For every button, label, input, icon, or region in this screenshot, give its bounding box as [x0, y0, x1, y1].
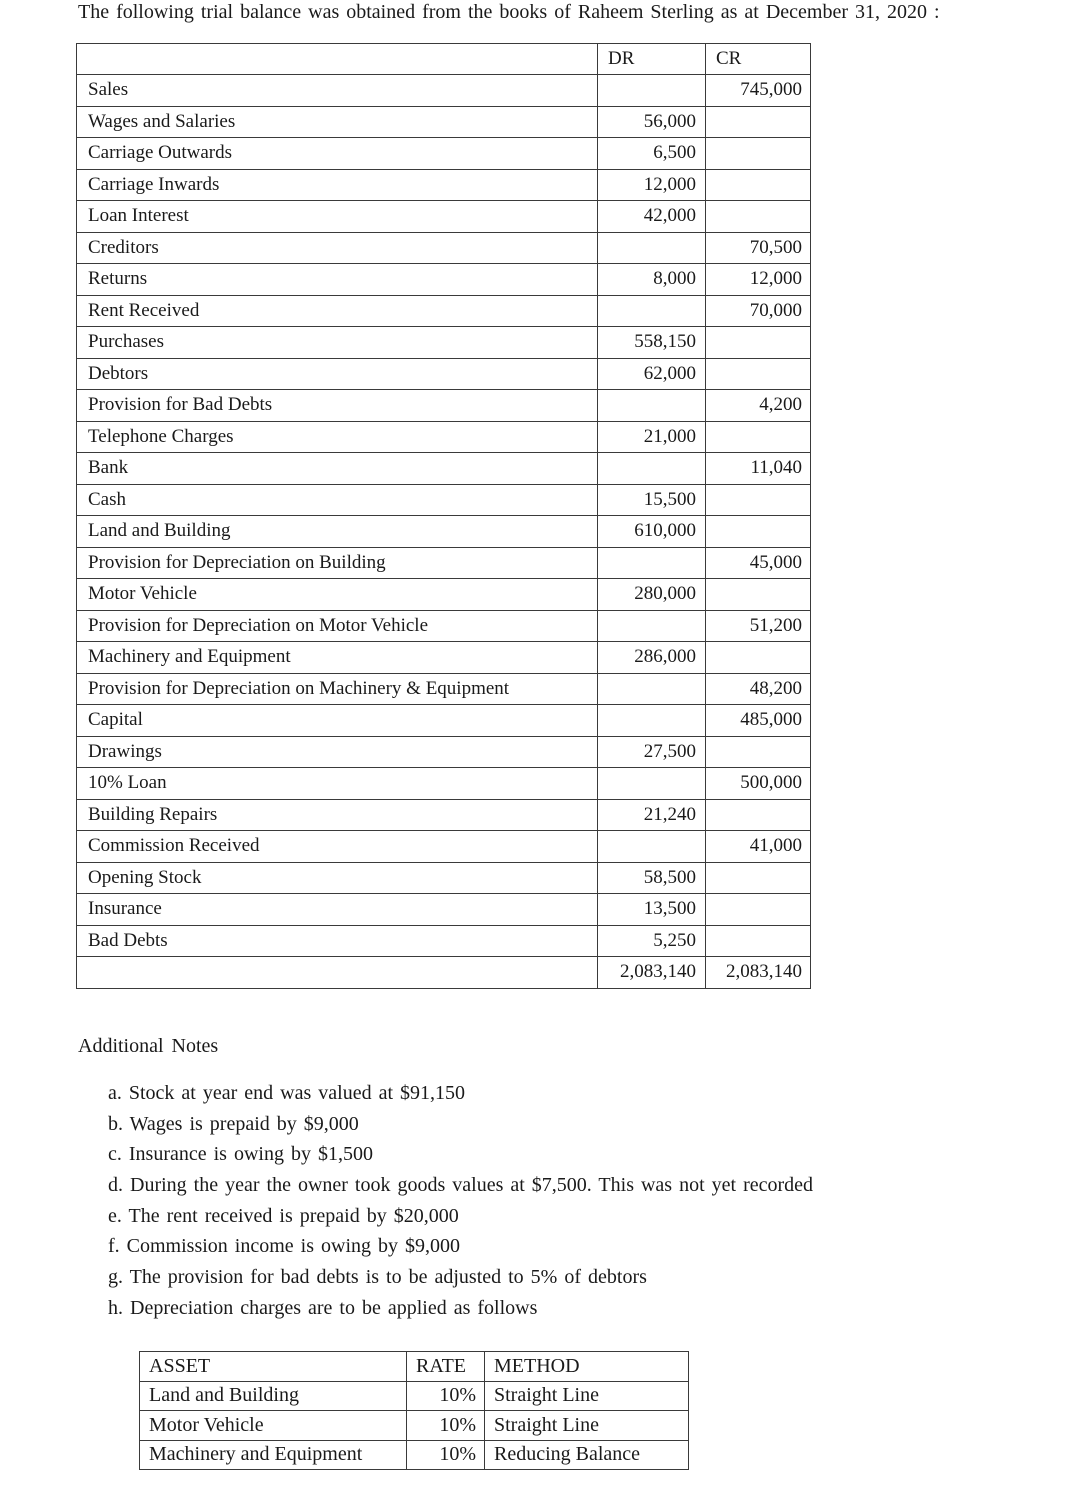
debit-amount: 56,000 — [598, 106, 706, 138]
table-row — [77, 295, 811, 327]
account-name: Provision for Depreciation on Machinery & Equipment — [77, 673, 598, 705]
asset-name: Motor Vehicle — [140, 1411, 407, 1441]
credit-amount — [706, 169, 811, 201]
debit-amount — [598, 232, 706, 264]
intro-text: The following trial balance was obtained from the books of Raheem Sterling as at December 31, 2020 : — [78, 1, 940, 23]
account-name: Telephone Charges — [77, 421, 598, 453]
credit-amount: 485,000 — [706, 705, 811, 737]
table-row — [77, 421, 811, 453]
debit-total: 2,083,140 — [598, 957, 706, 989]
depreciation-table — [139, 1351, 689, 1470]
account-name: Rent Received — [77, 295, 598, 327]
depreciation-method: Straight Line — [485, 1381, 689, 1411]
account-name: Bank — [77, 453, 598, 485]
account-name: Provision for Depreciation on Building — [77, 547, 598, 579]
credit-amount — [706, 862, 811, 894]
debit-amount: 610,000 — [598, 516, 706, 548]
credit-amount: 12,000 — [706, 264, 811, 296]
account-name: Commission Received — [77, 831, 598, 863]
credit-amount: 745,000 — [706, 75, 811, 107]
debit-amount — [598, 705, 706, 737]
debit-amount — [598, 673, 706, 705]
credit-amount — [706, 484, 811, 516]
table-row — [77, 705, 811, 737]
account-name: Motor Vehicle — [77, 579, 598, 611]
table-row — [77, 547, 811, 579]
depreciation-method: Straight Line — [485, 1411, 689, 1441]
credit-total: 2,083,140 — [706, 957, 811, 989]
credit-amount: 70,000 — [706, 295, 811, 327]
credit-amount — [706, 358, 811, 390]
table-row — [77, 453, 811, 485]
debit-amount: 558,150 — [598, 327, 706, 359]
note-item: b. Wages is prepaid by $9,000 — [108, 1112, 359, 1135]
account-name: Machinery and Equipment — [77, 642, 598, 674]
account-name: Sales — [77, 75, 598, 107]
table-row — [77, 925, 811, 957]
notes-list — [108, 1078, 813, 1324]
credit-amount: 41,000 — [706, 831, 811, 863]
credit-amount — [706, 106, 811, 138]
table-row — [77, 894, 811, 926]
asset-header: ASSET — [140, 1352, 407, 1382]
table-row — [77, 768, 811, 800]
debit-amount — [598, 453, 706, 485]
note-item: g. The provision for bad debts is to be adjusted to 5% of debtors — [108, 1266, 647, 1289]
depreciation-header-row — [140, 1352, 689, 1382]
table-row — [140, 1440, 689, 1470]
note-item: c. Insurance is owing by $1,500 — [108, 1143, 373, 1166]
credit-amount — [706, 201, 811, 233]
debit-amount — [598, 768, 706, 800]
debit-amount: 15,500 — [598, 484, 706, 516]
asset-name: Land and Building — [140, 1381, 407, 1411]
account-name: Carriage Outwards — [77, 138, 598, 170]
account-name: Purchases — [77, 327, 598, 359]
credit-amount — [706, 642, 811, 674]
debit-amount — [598, 295, 706, 327]
notes-title: Additional Notes — [78, 1035, 219, 1057]
depreciation-rate: 10% — [407, 1381, 485, 1411]
depreciation-method: Reducing Balance — [485, 1440, 689, 1470]
dr-header: DR — [598, 44, 706, 75]
totals-row — [77, 957, 811, 989]
table-row — [77, 390, 811, 422]
debit-amount: 6,500 — [598, 138, 706, 170]
account-name: Loan Interest — [77, 201, 598, 233]
method-header: METHOD — [485, 1352, 689, 1382]
note-item: d. During the year the owner took goods values at $7,500. This was not yet recorded — [108, 1174, 814, 1197]
account-name: Carriage Inwards — [77, 169, 598, 201]
account-name: 10% Loan — [77, 768, 598, 800]
debit-amount: 62,000 — [598, 358, 706, 390]
account-header — [77, 44, 598, 75]
credit-amount: 70,500 — [706, 232, 811, 264]
credit-amount: 48,200 — [706, 673, 811, 705]
trial-balance-table — [76, 43, 811, 989]
table-row — [77, 201, 811, 233]
debit-amount: 21,240 — [598, 799, 706, 831]
table-row — [77, 831, 811, 863]
table-row — [77, 169, 811, 201]
table-row — [77, 642, 811, 674]
debit-amount — [598, 547, 706, 579]
account-name: Drawings — [77, 736, 598, 768]
credit-amount — [706, 421, 811, 453]
table-row — [77, 579, 811, 611]
account-name: Insurance — [77, 894, 598, 926]
account-name: Opening Stock — [77, 862, 598, 894]
debit-amount: 27,500 — [598, 736, 706, 768]
credit-amount: 45,000 — [706, 547, 811, 579]
debit-amount: 42,000 — [598, 201, 706, 233]
debit-amount — [598, 75, 706, 107]
debit-amount: 8,000 — [598, 264, 706, 296]
account-name: Capital — [77, 705, 598, 737]
debit-amount: 13,500 — [598, 894, 706, 926]
table-row — [77, 516, 811, 548]
credit-amount: 51,200 — [706, 610, 811, 642]
credit-amount — [706, 516, 811, 548]
debit-amount — [598, 610, 706, 642]
rate-header: RATE — [407, 1352, 485, 1382]
debit-amount: 280,000 — [598, 579, 706, 611]
debit-amount: 12,000 — [598, 169, 706, 201]
cr-header: CR — [706, 44, 811, 75]
account-name: Building Repairs — [77, 799, 598, 831]
depreciation-rate: 10% — [407, 1440, 485, 1470]
table-row — [77, 327, 811, 359]
asset-name: Machinery and Equipment — [140, 1440, 407, 1470]
debit-amount: 21,000 — [598, 421, 706, 453]
debit-amount: 286,000 — [598, 642, 706, 674]
account-name: Bad Debts — [77, 925, 598, 957]
debit-amount: 5,250 — [598, 925, 706, 957]
account-name: Provision for Bad Debts — [77, 390, 598, 422]
credit-amount — [706, 894, 811, 926]
account-name: Land and Building — [77, 516, 598, 548]
note-item: e. The rent received is prepaid by $20,000 — [108, 1204, 459, 1227]
credit-amount: 11,040 — [706, 453, 811, 485]
debit-amount — [598, 831, 706, 863]
debit-amount — [598, 390, 706, 422]
credit-amount — [706, 327, 811, 359]
credit-amount: 4,200 — [706, 390, 811, 422]
totals-label — [77, 957, 598, 989]
account-name: Cash — [77, 484, 598, 516]
note-item: a. Stock at year end was valued at $91,150 — [108, 1082, 466, 1104]
debit-amount: 58,500 — [598, 862, 706, 894]
account-name: Wages and Salaries — [77, 106, 598, 138]
table-row — [77, 264, 811, 296]
note-item: f. Commission income is owing by $9,000 — [108, 1235, 460, 1258]
table-row — [77, 736, 811, 768]
table-row — [77, 106, 811, 138]
account-name: Returns — [77, 264, 598, 296]
account-name: Creditors — [77, 232, 598, 264]
account-name: Debtors — [77, 358, 598, 390]
depreciation-rate: 10% — [407, 1411, 485, 1441]
trial-balance-header-row — [77, 44, 811, 75]
table-row — [77, 232, 811, 264]
table-row — [77, 673, 811, 705]
account-name: Provision for Depreciation on Motor Vehicle — [77, 610, 598, 642]
table-row — [140, 1381, 689, 1411]
table-row — [77, 138, 811, 170]
table-row — [140, 1411, 689, 1441]
table-row — [77, 610, 811, 642]
credit-amount — [706, 138, 811, 170]
table-row — [77, 862, 811, 894]
table-row — [77, 484, 811, 516]
credit-amount: 500,000 — [706, 768, 811, 800]
credit-amount — [706, 736, 811, 768]
note-item: h. Depreciation charges are to be applied as follows — [108, 1296, 538, 1319]
table-row — [77, 75, 811, 107]
table-row — [77, 358, 811, 390]
table-row — [77, 799, 811, 831]
credit-amount — [706, 799, 811, 831]
credit-amount — [706, 579, 811, 611]
credit-amount — [706, 925, 811, 957]
